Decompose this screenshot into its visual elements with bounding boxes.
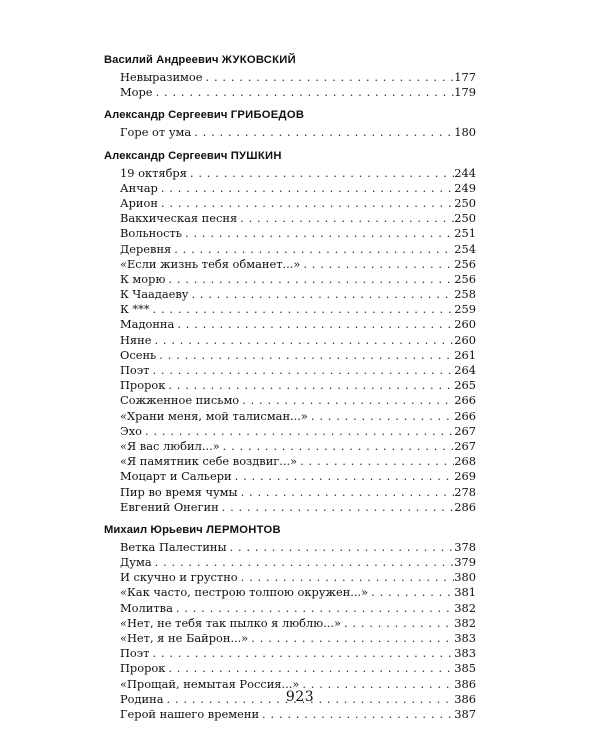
toc-entry-title: Сожженное письмо — [120, 393, 240, 408]
toc-entry — [104, 661, 476, 676]
toc-entry-title: Осень — [120, 347, 157, 362]
toc-entry-title: Вакхическая песня — [120, 211, 238, 226]
toc-entry-title: Пророк — [120, 661, 166, 676]
dot-leader — [159, 348, 454, 363]
dot-leader — [161, 196, 454, 211]
toc-entry-page: 378 — [454, 539, 476, 554]
toc-entry-title: Молитва — [120, 600, 173, 615]
dot-leader — [194, 125, 454, 140]
toc-entry-page: 261 — [454, 347, 476, 362]
toc-entry-title: «Если жизнь тебя обманет...» — [120, 256, 301, 271]
toc-entry — [104, 500, 476, 515]
toc-entry-title: Моцарт и Сальери — [120, 469, 232, 484]
dot-leader — [242, 393, 454, 408]
toc-entry — [104, 585, 476, 600]
author-surname: ГРИБОЕДОВ — [230, 109, 305, 122]
toc-entry — [104, 707, 476, 722]
toc-entry-title: Эхо — [120, 423, 142, 438]
toc-entry-page: 260 — [454, 317, 476, 332]
toc-entry-page: 254 — [454, 241, 476, 256]
dot-leader — [191, 287, 454, 302]
toc-entry-title: К *** — [120, 302, 150, 317]
dot-leader — [300, 454, 454, 469]
toc-entry-title: «Я памятник себе воздвиг...» — [120, 454, 298, 469]
toc-entry — [104, 242, 476, 257]
toc-entry-page: 179 — [454, 85, 476, 100]
toc-entry-page: 379 — [454, 555, 476, 570]
dot-leader — [185, 226, 454, 241]
toc-entry — [104, 166, 476, 181]
toc-entry — [104, 226, 476, 241]
toc-entry-page: 267 — [454, 438, 476, 453]
page-number: 923 — [285, 689, 315, 705]
toc-entry — [104, 439, 476, 454]
toc-entry — [104, 469, 476, 484]
toc-entry — [104, 616, 476, 631]
toc-entry-page: 266 — [454, 393, 476, 408]
toc-entry-page: 383 — [454, 631, 476, 645]
toc-entry-page: 251 — [454, 226, 476, 241]
dot-leader — [206, 70, 455, 85]
author-heading — [104, 521, 476, 540]
toc-entry-title: Ветка Палестины — [120, 539, 227, 554]
table-of-contents — [104, 51, 476, 722]
author-given-names: Александр Сергеевич — [104, 109, 228, 122]
toc-entry-page: 380 — [454, 570, 476, 585]
toc-entry-page: 256 — [454, 256, 476, 271]
toc-entry-title: Анчар — [120, 180, 158, 195]
toc-entry — [104, 287, 476, 302]
dot-leader — [241, 570, 454, 585]
toc-entry — [104, 393, 476, 408]
toc-entry-title: И скучно и грустно — [120, 570, 238, 585]
toc-entry-title: «Нет, я не Байрон...» — [120, 631, 249, 645]
toc-entry-title: Дума — [120, 555, 152, 570]
dot-leader — [161, 181, 454, 196]
dot-leader — [222, 500, 454, 515]
dot-leader — [168, 272, 454, 287]
toc-entry — [104, 540, 476, 555]
author-surname: ПУШКИН — [230, 149, 282, 162]
toc-entry-title: Невыразимое — [120, 70, 203, 84]
toc-entry-page: 387 — [454, 706, 476, 721]
author-heading — [104, 147, 476, 166]
toc-entry-page: 268 — [454, 454, 476, 469]
toc-entry — [104, 454, 476, 469]
toc-entry-page: 266 — [454, 408, 476, 423]
toc-entry-page: 260 — [454, 332, 476, 347]
dot-leader — [240, 211, 454, 226]
toc-entry — [104, 409, 476, 424]
toc-entry-title: Деревня — [120, 241, 172, 256]
toc-entry-page: 383 — [454, 646, 476, 661]
toc-entry — [104, 211, 476, 226]
toc-entry-page: 382 — [454, 600, 476, 615]
dot-leader — [223, 439, 454, 454]
toc-entry — [104, 570, 476, 585]
toc-entry-title: Евгений Онегин — [120, 499, 219, 514]
toc-entry-title: Арион — [120, 195, 158, 210]
toc-entry-title: 19 октября — [120, 165, 187, 180]
toc-entry-page: 258 — [454, 287, 476, 302]
toc-entry — [104, 348, 476, 363]
dot-leader — [190, 166, 454, 181]
author-given-names: Василий Андреевич — [104, 54, 219, 66]
toc-entry-page: 265 — [454, 378, 476, 393]
toc-entry-page: 180 — [454, 125, 476, 140]
toc-entry-title: Поэт — [120, 363, 150, 377]
dot-leader — [241, 485, 454, 500]
dot-leader — [168, 378, 454, 393]
toc-entry-page: 382 — [454, 615, 476, 630]
author-given-names: Александр Сергеевич — [104, 149, 228, 162]
toc-entry-title: Горе от ума — [120, 125, 192, 140]
toc-entry-title: К морю — [120, 271, 166, 286]
toc-entry — [104, 272, 476, 287]
toc-entry-page: 264 — [454, 363, 476, 377]
dot-leader — [235, 469, 454, 484]
dot-leader — [311, 409, 454, 424]
toc-entry-page: 381 — [454, 585, 476, 600]
toc-entry — [104, 601, 476, 616]
dot-leader — [262, 707, 454, 722]
toc-entry — [104, 424, 476, 439]
toc-entry-page: 267 — [454, 423, 476, 438]
author-heading — [104, 51, 476, 70]
toc-entry — [104, 70, 476, 85]
toc-entry-title: Няне — [120, 332, 152, 347]
toc-entry — [104, 125, 476, 140]
dot-leader — [168, 661, 454, 676]
toc-entry — [104, 363, 476, 378]
toc-entry-page: 250 — [454, 211, 476, 226]
toc-entry — [104, 317, 476, 332]
toc-entry — [104, 378, 476, 393]
toc-entry-page: 386 — [454, 691, 476, 706]
author-given-names: Михаил Юрьевич — [104, 523, 203, 536]
dot-leader — [153, 302, 454, 317]
toc-entry-page: 385 — [454, 661, 476, 676]
toc-entry — [104, 485, 476, 500]
toc-entry-page: 278 — [454, 484, 476, 499]
toc-entry-page: 250 — [454, 195, 476, 210]
dot-leader — [154, 333, 454, 348]
dot-leader — [145, 424, 454, 439]
toc-entry — [104, 555, 476, 570]
toc-entry — [104, 257, 476, 272]
toc-entry-title: Море — [120, 85, 153, 100]
dot-leader — [156, 85, 454, 100]
toc-entry-title: Мадонна — [120, 317, 175, 332]
toc-entry-title: «Как часто, пестрою толпою окружен...» — [120, 585, 369, 600]
dot-leader — [344, 616, 454, 631]
dot-leader — [152, 646, 454, 661]
toc-entry-title: «Нет, не тебя так пылко я люблю...» — [120, 615, 341, 630]
toc-entry-page: 259 — [454, 302, 476, 317]
toc-entry-page: 177 — [454, 70, 476, 84]
toc-entry-page: 269 — [454, 469, 476, 484]
toc-entry-title: «Храни меня, мой талисман...» — [120, 408, 308, 423]
dot-leader — [176, 601, 454, 616]
toc-entry-title: Пророк — [120, 378, 166, 393]
toc-entry-page: 286 — [454, 499, 476, 514]
toc-entry-title: Поэт — [120, 646, 150, 661]
toc-entry-page: 256 — [454, 271, 476, 286]
toc-entry-title: «Прощай, немытая Россия...» — [120, 676, 300, 691]
toc-entry-title: Родина — [120, 691, 164, 706]
dot-leader — [303, 257, 454, 272]
toc-entry-title: Вольность — [120, 226, 182, 241]
toc-entry-title: Герой нашего времени — [120, 706, 260, 721]
toc-entry — [104, 85, 476, 100]
dot-leader — [177, 317, 454, 332]
dot-leader — [174, 242, 454, 257]
dot-leader — [230, 540, 454, 555]
author-surname: ЛЕРМОНТОВ — [206, 523, 281, 536]
toc-entry-page: 244 — [454, 165, 476, 180]
toc-entry — [104, 181, 476, 196]
toc-entry — [104, 196, 476, 211]
toc-entry — [104, 646, 476, 661]
toc-entry-title: К Чаадаеву — [120, 287, 189, 302]
author-surname: ЖУКОВСКИЙ — [221, 54, 296, 66]
toc-entry-page: 249 — [454, 180, 476, 195]
author-heading — [104, 106, 476, 125]
toc-entry — [104, 302, 476, 317]
toc-entry — [104, 333, 476, 348]
toc-entry — [104, 631, 476, 646]
toc-entry-title: «Я вас любил...» — [120, 438, 220, 453]
toc-entry-page: 386 — [454, 676, 476, 691]
dot-leader — [155, 555, 454, 570]
toc-entry-title: Пир во время чумы — [120, 484, 238, 499]
dot-leader — [152, 363, 454, 378]
dot-leader — [251, 631, 454, 646]
dot-leader — [371, 585, 454, 600]
